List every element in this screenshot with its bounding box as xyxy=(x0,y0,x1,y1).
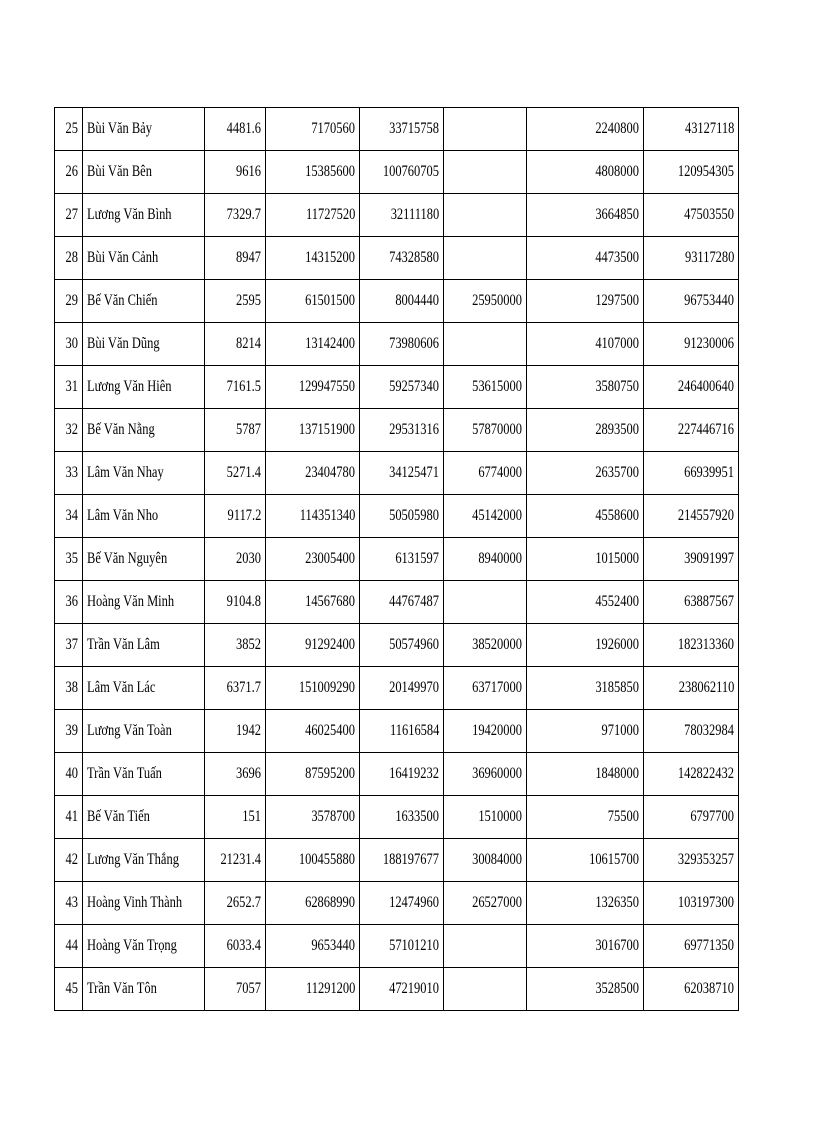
value-cell-2: 151009290 xyxy=(266,667,360,710)
value-cell-2: 23005400 xyxy=(266,538,360,581)
value-cell-2: 14567680 xyxy=(266,581,360,624)
value-cell-1: 1942 xyxy=(205,710,266,753)
row-number-cell: 32 xyxy=(55,409,83,452)
value-cell-4 xyxy=(444,323,527,366)
value-cell-3: 6131597 xyxy=(360,538,444,581)
value-cell-3: 32111180 xyxy=(360,194,444,237)
value-cell-1: 9117.2 xyxy=(205,495,266,538)
value-cell-2: 100455880 xyxy=(266,839,360,882)
name-cell: Hoàng Văn Minh xyxy=(83,581,205,624)
value-cell-3: 44767487 xyxy=(360,581,444,624)
value-cell-6: 39091997 xyxy=(644,538,739,581)
table-row xyxy=(55,452,739,495)
value-cell-6: 227446716 xyxy=(644,409,739,452)
value-cell-6: 246400640 xyxy=(644,366,739,409)
value-cell-5: 4558600 xyxy=(527,495,644,538)
value-cell-5: 2240800 xyxy=(527,108,644,151)
value-cell-2: 11727520 xyxy=(266,194,360,237)
value-cell-5: 3185850 xyxy=(527,667,644,710)
table-row xyxy=(55,796,739,839)
row-number-cell: 28 xyxy=(55,237,83,280)
value-cell-4: 25950000 xyxy=(444,280,527,323)
value-cell-2: 23404780 xyxy=(266,452,360,495)
table-body xyxy=(55,108,739,1011)
value-cell-1: 9616 xyxy=(205,151,266,194)
name-cell: Trần Văn Tôn xyxy=(83,968,205,1011)
name-cell: Bùi Văn Bảy xyxy=(83,108,205,151)
table-row xyxy=(55,108,739,151)
name-cell: Lương Văn Thắng xyxy=(83,839,205,882)
value-cell-2: 7170560 xyxy=(266,108,360,151)
value-cell-3: 50505980 xyxy=(360,495,444,538)
table-row xyxy=(55,538,739,581)
value-cell-4 xyxy=(444,581,527,624)
value-cell-3: 29531316 xyxy=(360,409,444,452)
value-cell-5: 1015000 xyxy=(527,538,644,581)
value-cell-1: 9104.8 xyxy=(205,581,266,624)
row-number-cell: 29 xyxy=(55,280,83,323)
value-cell-5: 2635700 xyxy=(527,452,644,495)
value-cell-3: 12474960 xyxy=(360,882,444,925)
household-table xyxy=(54,107,739,1011)
value-cell-6: 78032984 xyxy=(644,710,739,753)
value-cell-3: 8004440 xyxy=(360,280,444,323)
value-cell-5: 3016700 xyxy=(527,925,644,968)
table-row xyxy=(55,366,739,409)
name-cell: Lương Văn Toàn xyxy=(83,710,205,753)
value-cell-1: 2030 xyxy=(205,538,266,581)
value-cell-6: 47503550 xyxy=(644,194,739,237)
value-cell-5: 4552400 xyxy=(527,581,644,624)
name-cell: Trần Văn Lâm xyxy=(83,624,205,667)
name-cell: Lâm Văn Nhay xyxy=(83,452,205,495)
value-cell-4 xyxy=(444,151,527,194)
value-cell-4: 1510000 xyxy=(444,796,527,839)
name-cell: Bế Văn Chiến xyxy=(83,280,205,323)
value-cell-4: 19420000 xyxy=(444,710,527,753)
value-cell-3: 57101210 xyxy=(360,925,444,968)
value-cell-1: 4481.6 xyxy=(205,108,266,151)
table-row xyxy=(55,882,739,925)
value-cell-6: 329353257 xyxy=(644,839,739,882)
name-cell: Lâm Văn Lác xyxy=(83,667,205,710)
value-cell-1: 8947 xyxy=(205,237,266,280)
value-cell-5: 1326350 xyxy=(527,882,644,925)
value-cell-4: 57870000 xyxy=(444,409,527,452)
value-cell-5: 1848000 xyxy=(527,753,644,796)
row-number-cell: 37 xyxy=(55,624,83,667)
name-cell: Bùi Văn Dũng xyxy=(83,323,205,366)
value-cell-4 xyxy=(444,237,527,280)
value-cell-6: 62038710 xyxy=(644,968,739,1011)
row-number-cell: 41 xyxy=(55,796,83,839)
row-number-cell: 42 xyxy=(55,839,83,882)
table-row xyxy=(55,925,739,968)
table-row xyxy=(55,194,739,237)
value-cell-1: 6371.7 xyxy=(205,667,266,710)
value-cell-4: 36960000 xyxy=(444,753,527,796)
value-cell-1: 7057 xyxy=(205,968,266,1011)
value-cell-1: 6033.4 xyxy=(205,925,266,968)
value-cell-1: 3696 xyxy=(205,753,266,796)
value-cell-3: 74328580 xyxy=(360,237,444,280)
row-number-cell: 36 xyxy=(55,581,83,624)
value-cell-5: 4107000 xyxy=(527,323,644,366)
name-cell: Bế Văn Nguyên xyxy=(83,538,205,581)
table-row xyxy=(55,667,739,710)
row-number-cell: 40 xyxy=(55,753,83,796)
name-cell: Trần Văn Tuấn xyxy=(83,753,205,796)
value-cell-5: 971000 xyxy=(527,710,644,753)
value-cell-4: 38520000 xyxy=(444,624,527,667)
name-cell: Bế Văn Nằng xyxy=(83,409,205,452)
value-cell-2: 46025400 xyxy=(266,710,360,753)
value-cell-6: 238062110 xyxy=(644,667,739,710)
value-cell-6: 214557920 xyxy=(644,495,739,538)
value-cell-2: 87595200 xyxy=(266,753,360,796)
name-cell: Lương Văn Bình xyxy=(83,194,205,237)
table-row xyxy=(55,968,739,1011)
row-number-cell: 26 xyxy=(55,151,83,194)
value-cell-5: 3528500 xyxy=(527,968,644,1011)
value-cell-5: 1926000 xyxy=(527,624,644,667)
value-cell-5: 4808000 xyxy=(527,151,644,194)
value-cell-4 xyxy=(444,968,527,1011)
name-cell: Bùi Văn Bên xyxy=(83,151,205,194)
name-cell: Lâm Văn Nho xyxy=(83,495,205,538)
value-cell-3: 100760705 xyxy=(360,151,444,194)
value-cell-6: 69771350 xyxy=(644,925,739,968)
value-cell-1: 7329.7 xyxy=(205,194,266,237)
row-number-cell: 34 xyxy=(55,495,83,538)
value-cell-3: 33715758 xyxy=(360,108,444,151)
table-row xyxy=(55,624,739,667)
name-cell: Hoàng Vinh Thành xyxy=(83,882,205,925)
value-cell-6: 96753440 xyxy=(644,280,739,323)
value-cell-2: 9653440 xyxy=(266,925,360,968)
value-cell-1: 5787 xyxy=(205,409,266,452)
value-cell-1: 7161.5 xyxy=(205,366,266,409)
row-number-cell: 35 xyxy=(55,538,83,581)
table-row xyxy=(55,237,739,280)
value-cell-3: 188197677 xyxy=(360,839,444,882)
row-number-cell: 25 xyxy=(55,108,83,151)
value-cell-1: 2652.7 xyxy=(205,882,266,925)
value-cell-3: 47219010 xyxy=(360,968,444,1011)
value-cell-2: 137151900 xyxy=(266,409,360,452)
value-cell-2: 91292400 xyxy=(266,624,360,667)
value-cell-5: 75500 xyxy=(527,796,644,839)
value-cell-4 xyxy=(444,925,527,968)
table-row xyxy=(55,839,739,882)
value-cell-2: 14315200 xyxy=(266,237,360,280)
value-cell-1: 151 xyxy=(205,796,266,839)
value-cell-1: 8214 xyxy=(205,323,266,366)
table-row xyxy=(55,280,739,323)
value-cell-6: 142822432 xyxy=(644,753,739,796)
table-row xyxy=(55,495,739,538)
table-row xyxy=(55,581,739,624)
value-cell-5: 3664850 xyxy=(527,194,644,237)
value-cell-3: 11616584 xyxy=(360,710,444,753)
row-number-cell: 33 xyxy=(55,452,83,495)
value-cell-2: 62868990 xyxy=(266,882,360,925)
value-cell-3: 16419232 xyxy=(360,753,444,796)
value-cell-4: 63717000 xyxy=(444,667,527,710)
value-cell-6: 43127118 xyxy=(644,108,739,151)
value-cell-2: 13142400 xyxy=(266,323,360,366)
value-cell-3: 50574960 xyxy=(360,624,444,667)
value-cell-4: 6774000 xyxy=(444,452,527,495)
name-cell: Lương Văn Hiên xyxy=(83,366,205,409)
value-cell-4: 45142000 xyxy=(444,495,527,538)
value-cell-6: 91230006 xyxy=(644,323,739,366)
value-cell-2: 129947550 xyxy=(266,366,360,409)
value-cell-6: 182313360 xyxy=(644,624,739,667)
value-cell-4 xyxy=(444,194,527,237)
value-cell-6: 120954305 xyxy=(644,151,739,194)
row-number-cell: 39 xyxy=(55,710,83,753)
name-cell: Bế Văn Tiến xyxy=(83,796,205,839)
value-cell-6: 6797700 xyxy=(644,796,739,839)
value-cell-5: 2893500 xyxy=(527,409,644,452)
value-cell-6: 63887567 xyxy=(644,581,739,624)
name-cell: Hoàng Văn Trọng xyxy=(83,925,205,968)
value-cell-4: 30084000 xyxy=(444,839,527,882)
value-cell-2: 3578700 xyxy=(266,796,360,839)
value-cell-4: 53615000 xyxy=(444,366,527,409)
value-cell-2: 61501500 xyxy=(266,280,360,323)
table-row xyxy=(55,710,739,753)
table-row xyxy=(55,753,739,796)
row-number-cell: 45 xyxy=(55,968,83,1011)
value-cell-2: 15385600 xyxy=(266,151,360,194)
value-cell-6: 103197300 xyxy=(644,882,739,925)
value-cell-3: 59257340 xyxy=(360,366,444,409)
row-number-cell: 38 xyxy=(55,667,83,710)
row-number-cell: 43 xyxy=(55,882,83,925)
value-cell-4: 26527000 xyxy=(444,882,527,925)
table-row xyxy=(55,323,739,366)
value-cell-3: 20149970 xyxy=(360,667,444,710)
value-cell-1: 5271.4 xyxy=(205,452,266,495)
value-cell-5: 4473500 xyxy=(527,237,644,280)
value-cell-1: 21231.4 xyxy=(205,839,266,882)
row-number-cell: 30 xyxy=(55,323,83,366)
table-row xyxy=(55,409,739,452)
value-cell-5: 10615700 xyxy=(527,839,644,882)
value-cell-1: 2595 xyxy=(205,280,266,323)
value-cell-4 xyxy=(444,108,527,151)
value-cell-5: 1297500 xyxy=(527,280,644,323)
row-number-cell: 31 xyxy=(55,366,83,409)
value-cell-6: 66939951 xyxy=(644,452,739,495)
value-cell-2: 11291200 xyxy=(266,968,360,1011)
value-cell-5: 3580750 xyxy=(527,366,644,409)
row-number-cell: 44 xyxy=(55,925,83,968)
value-cell-2: 114351340 xyxy=(266,495,360,538)
value-cell-3: 34125471 xyxy=(360,452,444,495)
value-cell-3: 1633500 xyxy=(360,796,444,839)
value-cell-4: 8940000 xyxy=(444,538,527,581)
row-number-cell: 27 xyxy=(55,194,83,237)
value-cell-6: 93117280 xyxy=(644,237,739,280)
value-cell-3: 73980606 xyxy=(360,323,444,366)
name-cell: Bùi Văn Cảnh xyxy=(83,237,205,280)
value-cell-1: 3852 xyxy=(205,624,266,667)
table-row xyxy=(55,151,739,194)
